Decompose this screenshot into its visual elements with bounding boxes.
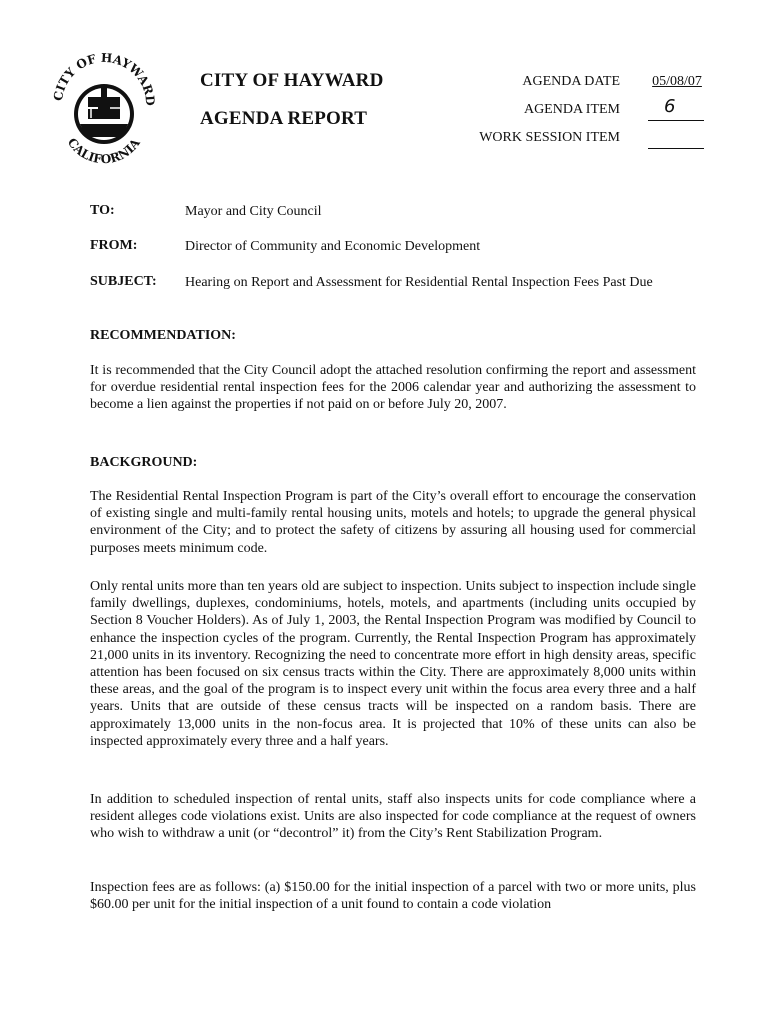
from-label: FROM: [90, 238, 138, 253]
background-heading: BACKGROUND: [90, 455, 198, 470]
work-session-label: WORK SESSION ITEM [479, 130, 620, 145]
recommendation-text: It is recommended that the City Council adopt the attached resolution confirming the report and assessment for overdue residential rental inspection fees for the 2006 calendar year and authorizing the assessment to become a lien against the properties if not paid on or before July 20, 2007. [90, 363, 696, 413]
seal-text-bottom: CALIFORNIA [64, 135, 143, 167]
seal-text-top: CITY OF HAYWARD [50, 50, 158, 107]
agenda-date-value: 05/08/07 [652, 74, 702, 89]
subject-label: SUBJECT: [90, 274, 157, 289]
background-paragraph-2: Only rental units more than ten years old are subject to inspection. Units subject to inspection include single family dwellings, duplexes, condominiums, hotels, motels, and apartments (including units occupied by Section 8 Voucher Holders). As of July 1, 2003, the Rental Inspection Program was modified by Council to enhance the inspection cycles of the program. Currently, the Rental Inspection Program has approximately 21,000 units in its inventory. Recognizing the need to concentrate more effort in high density areas, specific attention has been focused on six census tracts within the City. There are approximately 8,000 units within these areas, and the goal of the program is to inspect every unit within the focus area every three and a half years. Units that are outside of these census tracts will be inspected on a random basis. There are approximately 13,000 units in the non-focus area. It is projected that 10% of these units can also be inspected approximately every three and a half years. [90, 579, 696, 749]
agenda-item-underline [648, 120, 704, 121]
subject-value: Hearing on Report and Assessment for Residential Rental Inspection Fees Past Due [185, 275, 653, 290]
report-title: AGENDA REPORT [200, 108, 368, 129]
agenda-item-label: AGENDA ITEM [523, 102, 620, 117]
background-paragraph-1: The Residential Rental Inspection Program is part of the City’s overall effort to encourage the conservation of existing single and multi-family rental housing units, motels and hotels; to upgrade the general physical environment of the City; and to protect the safety of citizens by assuring all housing used for commercial purposes meets minimum code. [90, 489, 696, 556]
work-session-underline [648, 148, 704, 149]
background-paragraph-4: Inspection fees are as follows: (a) $150.00 for the initial inspection of a parcel with two or more units, plus $60.00 per unit for the initial inspection of a unit found to contain a code violation [90, 880, 696, 913]
agenda-item-value: 6 [664, 96, 676, 117]
city-seal [48, 42, 160, 168]
to-value: Mayor and City Council [185, 204, 322, 219]
org-title: CITY OF HAYWARD [200, 70, 384, 91]
to-label: TO: [90, 203, 115, 218]
background-paragraph-3: In addition to scheduled inspection of rental units, staff also inspects units for code compliance where a resident alleges code violations exist. Units are also inspected for code compliance at the request of owners who wish to withdraw a unit (or “decontrol” it) from the City’s Rent Stabilization Program. [90, 792, 696, 842]
agenda-date-label: AGENDA DATE [522, 74, 620, 89]
recommendation-heading: RECOMMENDATION: [90, 328, 236, 343]
from-value: Director of Community and Economic Development [185, 239, 481, 254]
